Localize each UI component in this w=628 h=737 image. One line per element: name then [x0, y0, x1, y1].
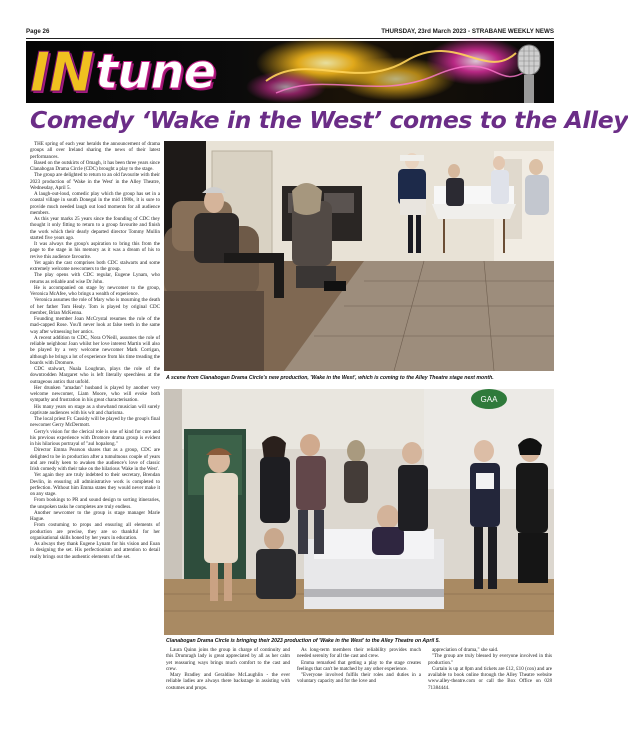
article-column-4: [428, 647, 552, 731]
paragraph: Based on the outskirts of Omagh, it has been three years since Clanabogan Drama Circle (CDC) brought a play to the stage.: [30, 159, 160, 172]
paragraph: From bookings to PR and sound design to sorting itineraries, the unspoken tasks he completes are truly endless.: [30, 497, 160, 510]
issue-date-line: THURSDAY, 23rd March 2023 - STRABANE WEEKLY NEWS: [381, 27, 554, 35]
intune-logo: [30, 40, 216, 104]
article-column-3: [297, 647, 421, 731]
paragraph: It was always the group's aspiration to bring this from the page to the stage in his memory as it was a dream of his to revive this audience favourite.: [30, 241, 160, 260]
paragraph: appreciation of drama," she said.: [432, 647, 499, 653]
paragraph: A recent addition to CDC, Nora O'Neill, assumes the role of reliable neighbour Joan whilst her love interest Martin will also be played by a very welcome newcomer Mark Corrigan, although he brings a lot of experience from his time treading the boards with Dromore.: [30, 334, 160, 366]
paragraph: Yet again the cast comprises both CDC stalwarts and some extremely welcome newcomers to the group.: [30, 259, 160, 272]
intune-banner: [26, 41, 554, 103]
cast-group-photo: [164, 389, 554, 635]
paragraph: Gerry's vision for the clerical role is one of kind for cure and his previous experience with Dromore drama group is evident in his hilarious portrayal of "aul hopalong.": [30, 428, 160, 447]
logo-in-text: IN: [30, 40, 94, 104]
page-number: Page 26: [26, 27, 50, 35]
paragraph: As this year marks 25 years since the founding of CDC they thought it only fitting to return to a group favourite and finish the work which their dearly departed director Tommy Mullin started five years ago.: [30, 216, 160, 241]
paragraph: His many years on stage as a showband musician will surely captivate audiences with his wit and charisma.: [30, 403, 160, 416]
paragraph: The group are delighted to return to an old favourite with their 2023 production of 'Wake in the West' in the Alley Theatre, Wednesday, April 5.: [30, 172, 160, 191]
page-header: [26, 25, 554, 37]
paragraph: "The group are truly blessed by everyone involved in this production.": [428, 653, 552, 666]
paragraph: Veronica assumes the role of Mary who is mourning the death of her father Tom Healy. Tom is played by original CDC member, Brian McKenna.: [30, 297, 160, 316]
headline-part2: comes to the Alley: [381, 106, 628, 134]
paragraph: Emma remarked that getting a play to the stage creates feelings that can't be matched by any other experience.: [297, 659, 421, 672]
photo1-caption: A scene from Clanabogan Drama Circle's new production, 'Wake in the West', which is coming to the Alley Theatre stage next month.: [166, 375, 494, 381]
paragraph: Another newcomer to the group is stage manager Marie Hague.: [30, 509, 160, 522]
paragraph: He is accompanied on stage by newcomer to the group, Veronica McAfee, who brings a wealth of experience.: [30, 284, 160, 297]
paragraph: A laugh-out-loud, comedic play which the group has set in a coastal village in south Donegal in the mid 1980s, it is sure to provide much needed laugh out loud moments for all audience members.: [30, 191, 160, 216]
stage-scene-image: [164, 141, 554, 371]
paragraph: As always they thank Eugene Lynam for his vision and Eoan in designing the set. His perfectionism and attention to detail really brings out the authentic elements of the set.: [30, 541, 160, 560]
stage-scene-photo: [164, 141, 554, 371]
logo-tune-text: tune: [95, 44, 216, 100]
paragraph: THE spring of each year heralds the announcement of drama groups all over Ireland sharing the news of their latest performances.: [30, 141, 160, 160]
cast-group-image: [164, 389, 554, 635]
article-column-2: [166, 647, 290, 731]
paragraph: Curtain is up at 8pm and tickets are £12, £10 (con) and are available to book online through the Alley Theatre website www.alley-theatre.com or call the Box Office on 028 71384444.: [428, 665, 552, 691]
paragraph: The play opens with CDC regular, Eugene Lynam, who returns as reliable and wise Dr John.: [30, 272, 160, 285]
paragraph: Founding member Joan McCrystal resumes the role of the mad-capped Rose. You'll never look at false teeth in the same way after witnessing her antics.: [30, 316, 160, 335]
photo2-caption: Clanabogan Drama Circle is bringing their 2023 production of 'Wake in the West' to the Alley Theatre on April 5.: [166, 638, 440, 644]
paragraph: The local priest Fr. Cassidy will be played by the group's final newcomer Gerry McDermott.: [30, 416, 160, 429]
paragraph: Laura Quinn joins the group in charge of continuity and this Drumragh lady is great appreciated by all as her calm yet reassuring ways brings much comfort to the cast and crew.: [166, 647, 290, 672]
article-headline: [30, 106, 628, 138]
headline-part1: Comedy ‘Wake in the West’: [30, 106, 382, 134]
banner-art: [266, 41, 554, 103]
paragraph: Her drunken "amadan" husband is played by another very welcome newcomer, Liam Moore, who will evoke both sympathy and frustration in his great characterisation.: [30, 384, 160, 404]
paragraph: Director Emma Pearson shares that as a group, CDC are delighted to be in production after a tumultuous couple of years and are really keen to awaken the audience's love of classic Irish comedy with their take on the hilarious 'Wake in the West'.: [30, 447, 160, 472]
paragraph: Yet again they are truly indebted to their secretary, Brendan Devlin, in ensuring all administrative work is completed to perfection. Without him Emma states they would never make it on any stage.: [30, 472, 160, 497]
paragraph: "Everyone involved fulfils their roles and duties in a voluntary capacity and for the love and: [297, 672, 421, 685]
article-column-1: [30, 141, 160, 731]
gaa-sign-icon: [471, 389, 507, 409]
paragraph: CDC stalwart, Nuala Loughran, plays the role of the downtrodden Margaret who is left literally speechless at the outrageous antics that unfold.: [30, 366, 160, 385]
paragraph: From costuming to props and ensuring all elements of production are precise, they are so thankful for her organisational skills honed by her years in education.: [30, 522, 160, 541]
paragraph: Mary Bradley and Geraldine McLaughlin - the ever reliable ladies are always there backstage in assisting with costumes and props.: [166, 672, 290, 691]
paragraph: As long-term members their reliability provides much needed serenity for all the cast and crew.: [297, 647, 421, 660]
svg-text:GAA: GAA: [480, 395, 498, 404]
